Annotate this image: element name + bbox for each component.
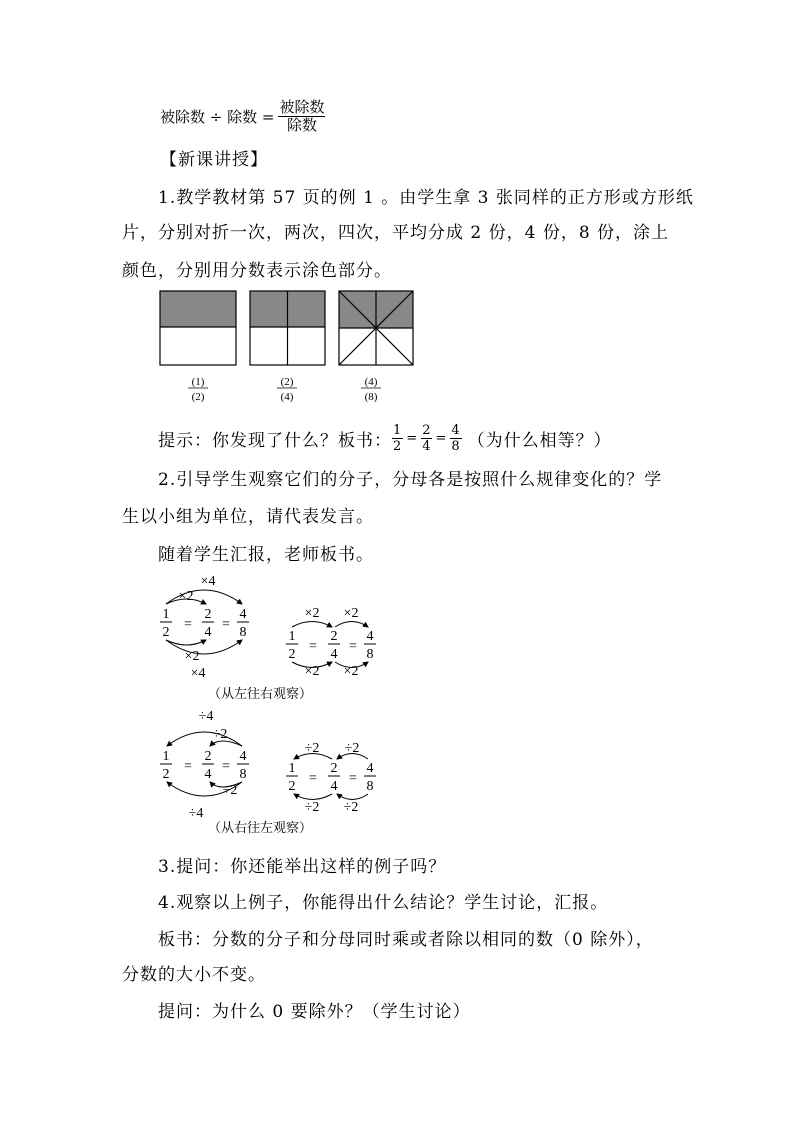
step1-line3: 颜色，分别用分数表示涂色部分。	[122, 261, 392, 281]
formula-lhs: 被除数 ÷ 除数 =	[160, 108, 275, 126]
hint-fraction-3: $\frac{4}{8}$	[451, 423, 461, 454]
svg-text:×2: ×2	[304, 664, 320, 679]
ltr-caption: （从左往右观察）	[207, 686, 313, 701]
question-line: 提问：为什么 0 要除外？（学生讨论）	[158, 1002, 471, 1022]
division-formula	[160, 100, 325, 133]
svg-text:4: 4	[330, 779, 338, 794]
svg-text:2: 2	[162, 767, 170, 782]
dA-eq2: =	[222, 617, 230, 632]
rtl-caption: （从右往左观察）	[207, 820, 313, 835]
svg-text:=: =	[349, 639, 357, 654]
dA-d1: 2	[162, 625, 170, 640]
svg-text:2: 2	[204, 749, 212, 764]
dA-op-x4-bot: ×4	[190, 666, 206, 681]
svg-text:=: =	[222, 759, 230, 774]
board-line1: 板书：分数的分子和分母同时乘或者除以相同的数（0 除外），	[158, 930, 654, 950]
arrow-diagrams	[140, 570, 400, 842]
diagram-rtl-to-first	[160, 709, 249, 821]
folded-squares-figure	[150, 285, 440, 405]
hint-line	[158, 424, 612, 453]
step1-line2: 片，分别对折一次，两次，四次，平均分成 2 份，4 份，8 份，涂上	[122, 223, 670, 243]
diagram-rtl-chain	[286, 741, 376, 815]
step3-line: 3.提问：你还能举出这样的例子吗？	[158, 857, 447, 877]
dA-eq1: =	[184, 617, 192, 632]
dA-op-x4-top: ×4	[200, 574, 216, 589]
svg-text:8: 8	[366, 647, 374, 662]
svg-text:÷2: ÷2	[212, 727, 228, 742]
svg-text:4: 4	[366, 629, 374, 644]
svg-text:=: =	[184, 759, 192, 774]
svg-text:÷4: ÷4	[188, 806, 204, 821]
label-3-den: (8)	[364, 391, 378, 403]
hint-suffix: （为什么相等？）	[467, 431, 612, 451]
svg-text:1: 1	[288, 761, 296, 776]
svg-text:=: =	[309, 771, 317, 786]
step1-line1: 1.教学教材第 57 页的例 1 。由学生拿 3 张同样的正方形或方形纸	[158, 188, 694, 208]
svg-text:÷2: ÷2	[304, 741, 320, 756]
dA-n1: 1	[162, 607, 170, 622]
svg-text:1: 1	[288, 629, 296, 644]
dA-op-x2-bot: ×2	[184, 649, 200, 664]
svg-text:2: 2	[288, 779, 296, 794]
dA-n2: 2	[204, 607, 212, 622]
diagram-ltr-from-first	[160, 574, 249, 681]
svg-text:÷2: ÷2	[344, 741, 360, 756]
svg-text:1: 1	[162, 749, 170, 764]
dA-d3: 8	[239, 625, 247, 640]
hint-eq-1: =	[406, 431, 419, 446]
step4-line: 4.观察以上例子，你能得出什么结论？学生讨论，汇报。	[158, 893, 609, 913]
diagram-ltr-chain	[286, 606, 376, 679]
section-heading: 【新课讲授】	[160, 150, 268, 170]
square-labels	[188, 376, 381, 403]
hint-fraction-2: $\frac{2}{4}$	[422, 423, 432, 454]
square-eighths	[339, 291, 413, 365]
svg-text:×2: ×2	[343, 606, 359, 621]
svg-text:4: 4	[204, 767, 212, 782]
hint-prefix: 提示：你发现了什么？板书：	[158, 431, 392, 451]
svg-text:4: 4	[239, 749, 247, 764]
square-halves	[160, 291, 236, 365]
step2-line1: 2.引导学生观察它们的分子，分母各是按照什么规律变化的？学	[158, 470, 663, 490]
svg-text:=: =	[349, 771, 357, 786]
svg-text:÷4: ÷4	[198, 709, 214, 724]
label-2-num: (2)	[280, 376, 294, 388]
label-3-num: (4)	[364, 376, 378, 388]
label-1-den: (2)	[191, 391, 205, 403]
svg-text:8: 8	[239, 767, 247, 782]
svg-text:÷2: ÷2	[304, 800, 320, 815]
step2-line2: 生以小组为单位，请代表发言。	[122, 507, 374, 527]
svg-text:÷2: ÷2	[343, 800, 359, 815]
svg-text:4: 4	[366, 761, 374, 776]
dA-d2: 4	[204, 625, 212, 640]
formula-numerator: 被除数	[279, 98, 325, 116]
label-1-num: (1)	[191, 376, 205, 388]
hint-eq-2: =	[435, 431, 448, 446]
dA-n3: 4	[239, 607, 247, 622]
formula-fraction	[278, 100, 325, 133]
svg-text:2: 2	[330, 761, 338, 776]
hint-fraction-1: $\frac{1}{2}$	[393, 423, 403, 454]
svg-text:4: 4	[330, 647, 338, 662]
svg-text:2: 2	[330, 629, 338, 644]
svg-text:=: =	[309, 639, 317, 654]
svg-text:×2: ×2	[304, 606, 320, 621]
svg-text:÷2: ÷2	[222, 783, 238, 798]
svg-text:8: 8	[366, 779, 374, 794]
board-line2: 分数的大小不变。	[122, 965, 266, 985]
svg-text:2: 2	[288, 647, 296, 662]
dA-op-x2-top: ×2	[178, 589, 194, 604]
formula-denominator: 除数	[286, 116, 317, 134]
label-2-den: (4)	[280, 391, 294, 403]
svg-text:×2: ×2	[343, 664, 359, 679]
square-quarters	[250, 291, 325, 365]
report-line: 随着学生汇报，老师板书。	[158, 545, 374, 565]
